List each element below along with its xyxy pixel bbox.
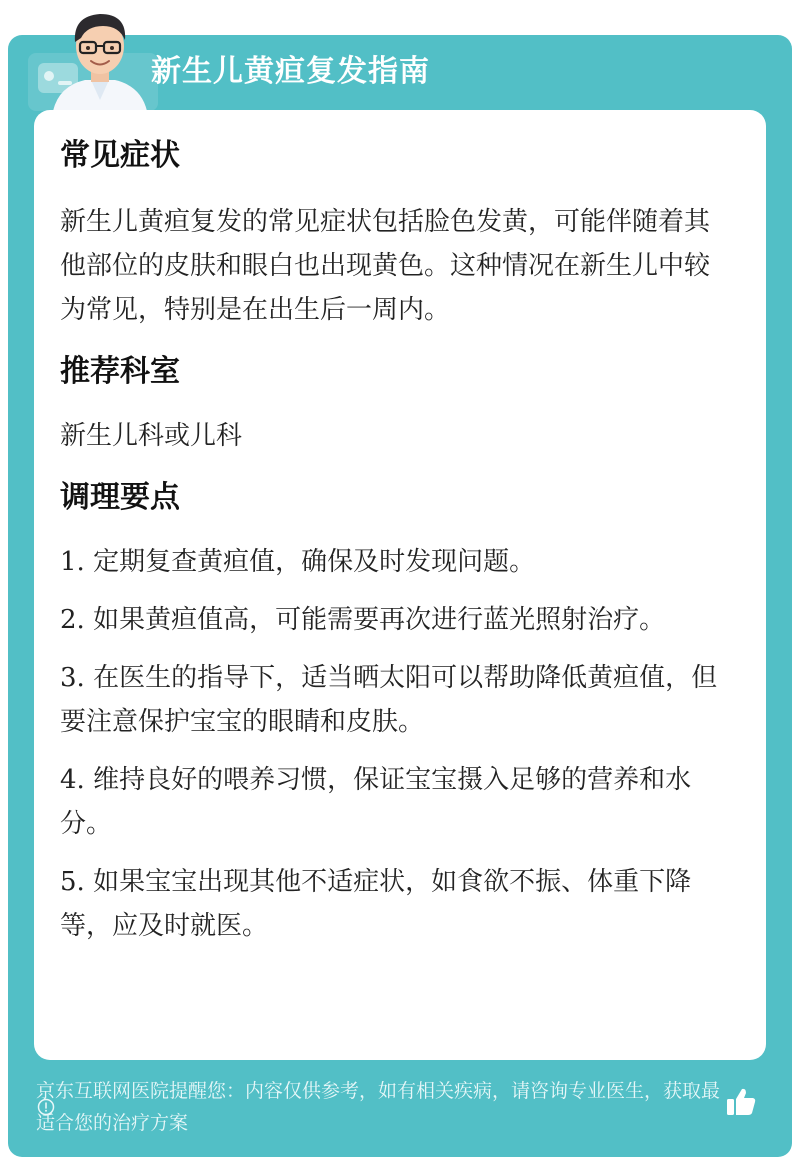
doctor-avatar-icon bbox=[45, 8, 155, 111]
list-item-number: 1. bbox=[60, 547, 85, 577]
list-item-number: 5. bbox=[60, 867, 85, 897]
department-text: 新生儿科或儿科 bbox=[60, 421, 243, 451]
disclaimer-text: 京东互联网医院提醒您：内容仅供参考，如有相关疾病，请咨询专业医生，获取最适合您的治疗方案 bbox=[36, 1080, 721, 1134]
section-heading-symptoms: 常见症状 bbox=[60, 138, 180, 173]
list-item bbox=[60, 598, 726, 642]
list-item-text: 如果宝宝出现其他不适症状，如食欲不振、体重下降等，应及时就医。 bbox=[60, 867, 692, 941]
list-item bbox=[60, 860, 726, 948]
list-item-text: 在医生的指导下，适当晒太阳可以帮助降低黄疸值，但要注意保护宝宝的眼睛和皮肤。 bbox=[60, 663, 718, 737]
list-item-text: 维持良好的喂养习惯，保证宝宝摄入足够的营养和水分。 bbox=[60, 765, 692, 839]
thumbs-up-icon[interactable] bbox=[724, 1085, 758, 1119]
content-card bbox=[34, 110, 766, 1060]
symptoms-text: 新生儿黄疸复发的常见症状包括脸色发黄，可能伴随着其他部位的皮肤和眼白也出现黄色。这种情况在新生儿中较为常见，特别是在出生后一周内。 bbox=[60, 207, 711, 325]
list-item bbox=[60, 656, 726, 744]
section-heading-department: 推荐科室 bbox=[60, 354, 180, 389]
list-item-text: 如果黄疸值高，可能需要再次进行蓝光照射治疗。 bbox=[93, 605, 666, 635]
list-item-number: 3. bbox=[60, 663, 85, 693]
list-item-number: 2. bbox=[60, 605, 85, 635]
list-item bbox=[60, 758, 726, 846]
section-heading-care: 调理要点 bbox=[60, 480, 180, 515]
list-item-text: 定期复查黄疸值，确保及时发现问题。 bbox=[93, 547, 536, 577]
page-title: 新生儿黄疸复发指南 bbox=[151, 54, 430, 89]
care-list bbox=[60, 540, 726, 948]
list-item bbox=[60, 540, 726, 584]
list-item-number: 4. bbox=[60, 765, 85, 795]
